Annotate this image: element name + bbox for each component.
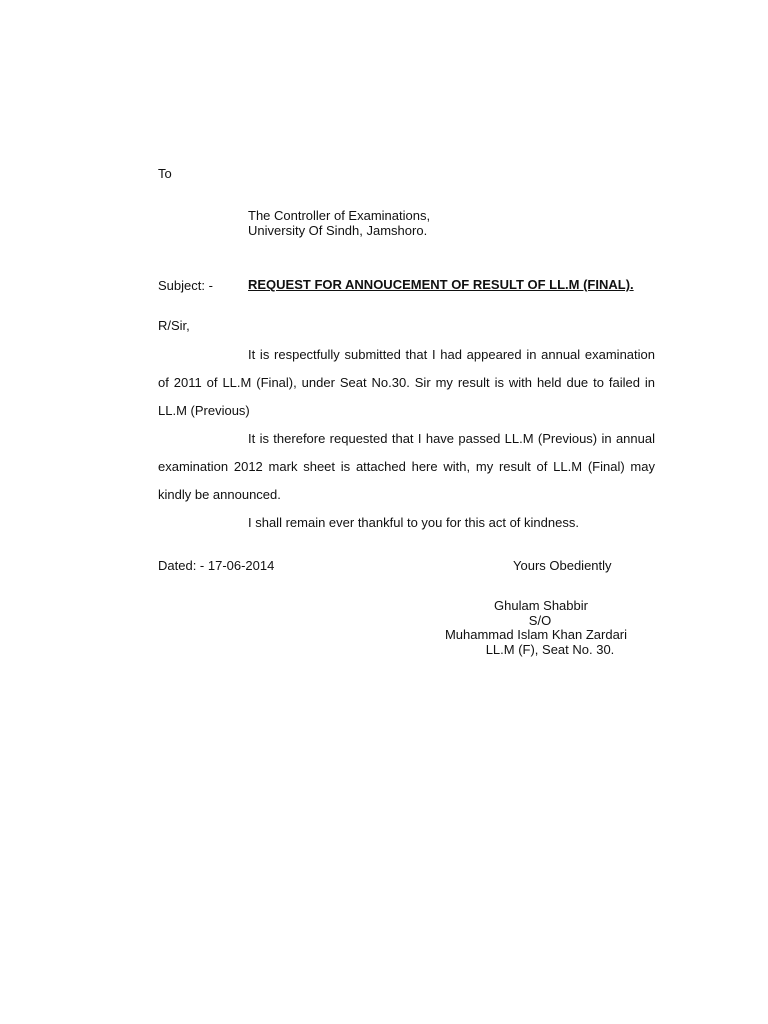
recipient-address xyxy=(248,208,430,238)
recipient-line-1: The Controller of Examinations, xyxy=(248,208,431,223)
body-paragraph-2: It is therefore requested that I have passed LL.M (Previous) in annual examination 2012 mark sheet is attached here with, my result of LL.M (Final) may kindly be announced. xyxy=(158,431,655,502)
subject-text: REQUEST FOR ANNOUCEMENT OF RESULT OF LL.M (FINAL). xyxy=(248,277,634,292)
to-label: To xyxy=(158,166,172,181)
signer-relation: S/O xyxy=(528,612,552,628)
subject-label: Subject: - xyxy=(158,278,213,293)
body-paragraph-3: I shall remain ever thankful to you for this act of kindness. xyxy=(248,515,579,530)
signer-name: Ghulam Shabbir xyxy=(494,598,588,613)
body-paragraph-1: It is respectfully submitted that I had appeared in annual examination of 2011 of LL.M (Final), under Seat No.30. Sir my result is with held due to failed in LL.M (Previous) xyxy=(158,347,655,418)
signature-block xyxy=(430,599,640,657)
closing-line: Yours Obediently xyxy=(513,558,612,573)
date-line: Dated: - 17-06-2014 xyxy=(158,558,275,573)
signer-father-name: Muhammad Islam Khan Zardari xyxy=(444,627,628,642)
recipient-line-2: University Of Sindh, Jamshoro. xyxy=(248,223,428,238)
signer-details: LL.M (F), Seat No. 30. xyxy=(485,641,615,657)
salutation: R/Sir, xyxy=(158,318,190,333)
